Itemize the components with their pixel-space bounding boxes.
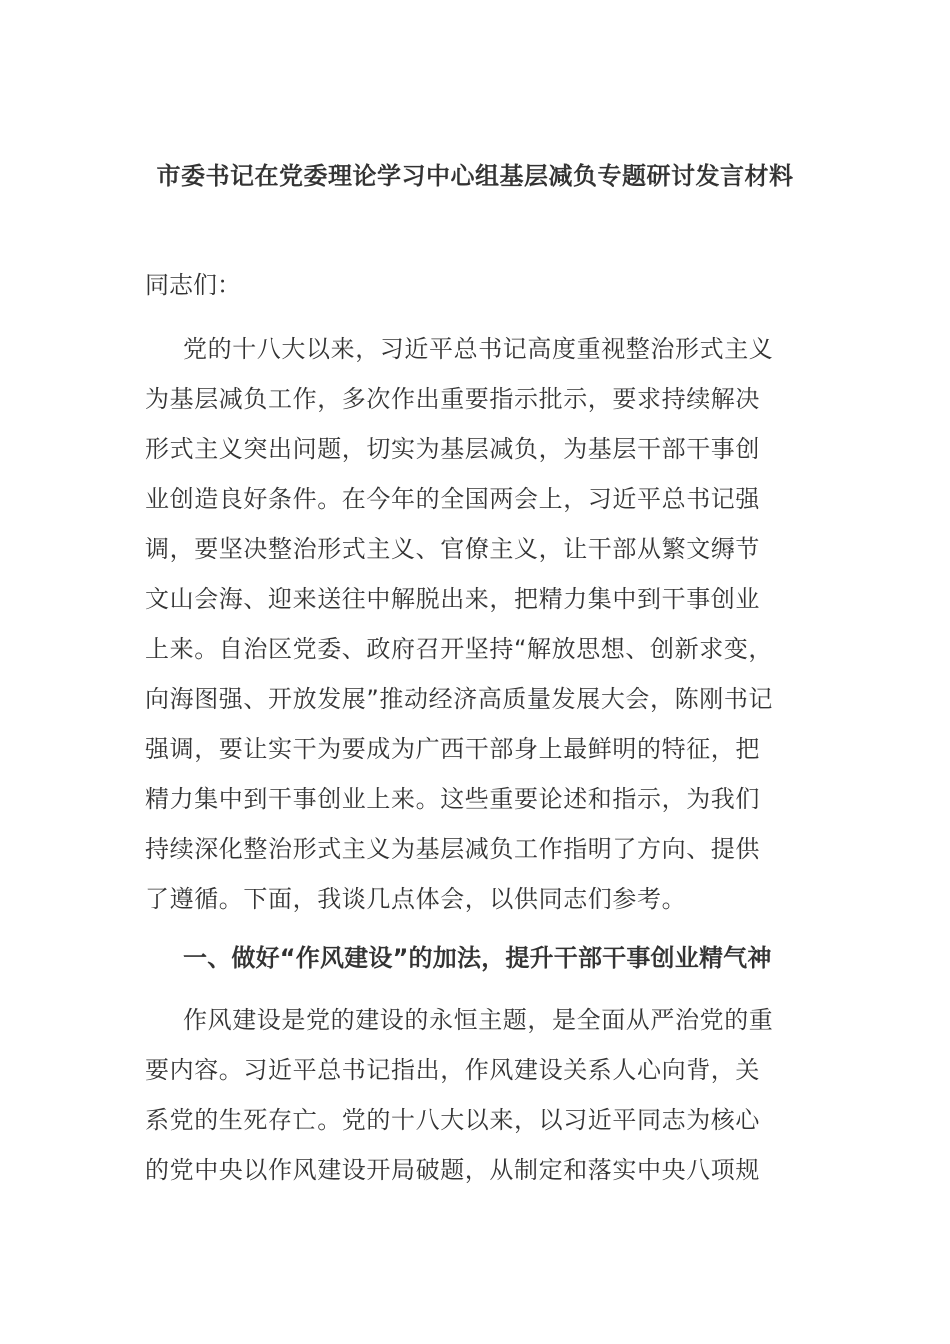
paragraph-line: 系党的生死存亡。党的十八大以来，以习近平同志为核心 bbox=[145, 1106, 760, 1134]
paragraph-line: 党的十八大以来，习近平总书记高度重视整治形式主义 bbox=[183, 335, 774, 363]
paragraph-line: 为基层减负工作，多次作出重要指示批示，要求持续解决 bbox=[145, 385, 760, 413]
section-heading: 一、做好“作风建设”的加法，提升干部干事创业精气神 bbox=[183, 944, 772, 972]
salutation: 同志们： bbox=[145, 271, 241, 299]
paragraph-line: 调，要坚决整治形式主义、官僚主义，让干部从繁文缛节 bbox=[145, 535, 760, 563]
paragraph-line: 强调，要让实干为要成为广西干部身上最鲜明的特征，把 bbox=[145, 735, 760, 763]
paragraph-line: 上来。自治区党委、政府召开坚持“解放思想、创新求变， bbox=[145, 635, 774, 663]
paragraph-line: 要内容。习近平总书记指出，作风建设关系人心向背，关 bbox=[145, 1056, 760, 1084]
paragraph-line: 持续深化整治形式主义为基层减负工作指明了方向、提供 bbox=[145, 835, 760, 863]
paragraph-line: 的党中央以作风建设开局破题，从制定和落实中央八项规 bbox=[145, 1156, 760, 1184]
paragraph-line: 了遵循。下面，我谈几点体会，以供同志们参考。 bbox=[145, 885, 687, 913]
paragraph-line: 精力集中到干事创业上来。这些重要论述和指示，为我们 bbox=[145, 785, 760, 813]
paragraph-line: 形式主义突出问题，切实为基层减负，为基层干部干事创 bbox=[145, 435, 760, 463]
paragraph-line: 业创造良好条件。在今年的全国两会上，习近平总书记强 bbox=[145, 485, 760, 513]
paragraph-line: 文山会海、迎来送往中解脱出来，把精力集中到干事创业 bbox=[145, 585, 760, 613]
document-title: 市委书记在党委理论学习中心组基层减负专题研讨发言材料 bbox=[156, 162, 794, 190]
paragraph-line: 向海图强、开放发展”推动经济高质量发展大会，陈刚书记 bbox=[145, 685, 774, 713]
paragraph-line: 作风建设是党的建设的永恒主题，是全面从严治党的重 bbox=[183, 1006, 774, 1034]
